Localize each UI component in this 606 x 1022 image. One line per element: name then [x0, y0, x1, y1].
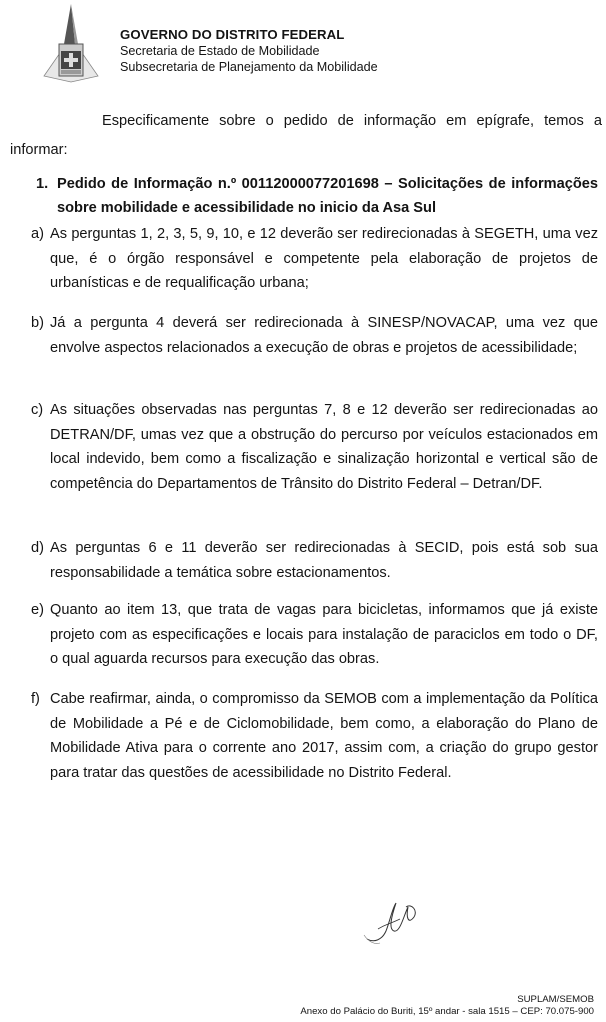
letterhead: [120, 27, 378, 75]
subitem-text: Cabe reafirmar, ainda, o compromisso da SEMOB com a implementação da Política de Mobilidade a Pé e de Ciclomobilidade, bem como, a elaboração do Plano de Mobilidade Ativa para o corrente ano 2017, assim com, a criação do grupo gestor para tratar das questões de acessibilidade no Distrito Federal.: [50, 691, 598, 781]
page-footer: [300, 994, 594, 1018]
subitem-text: Quanto ao item 13, que trata de vagas para bicicletas, informamos que já existe projeto com as especificações e locais para instalação de paraciclos em todo o DF, o qual aguarda recursos para execução das obras.: [50, 602, 598, 667]
item-1-heading: [36, 172, 598, 220]
subitem-label: e): [31, 602, 44, 618]
item-number: 1.: [36, 176, 49, 192]
item-title: Pedido de Informação n.º 00112000077201698 – Solicitações de informações sobre mobilidade e acessibilidade no inicio da Asa Sul: [57, 176, 598, 216]
subitem-text: As perguntas 1, 2, 3, 5, 9, 10, e 12 deverão ser redirecionadas à SEGETH, uma vez que, é o órgão responsável e competente pela elaboração de projetos de urbanísticas e de requalificação urbana;: [50, 226, 598, 291]
footer-address: Anexo do Palácio do Buriti, 15º andar - sala 1515 – CEP: 70.075-900: [300, 1006, 594, 1017]
subitem-label: d): [31, 540, 44, 556]
letterhead-secretariat: Secretaria de Estado de Mobilidade: [120, 44, 320, 58]
subitem-b: [31, 311, 598, 360]
subitem-text: As situações observadas nas perguntas 7, 8 e 12 deverão ser redirecionadas ao DETRAN/DF, umas vez que a obstrução do percurso por veículos estacionados em local indevido, bem como a fiscalização e sinalização horizontal e vertical são de competência do Departamentos de Trânsito do Distrito Federal – Detran/DF.: [50, 402, 598, 492]
subitem-a: [31, 222, 598, 296]
footer-department: SUPLAM/SEMOB: [517, 994, 594, 1005]
subitem-text: As perguntas 6 e 11 deverão ser redirecionadas à SECID, pois está sob sua responsabilidade a temática sobre estacionamentos.: [50, 540, 598, 581]
intro-paragraph: Especificamente sobre o pedido de informação em epígrafe, temos a informar:: [10, 113, 602, 158]
subitem-label: b): [31, 315, 44, 331]
subitem-d: [31, 536, 598, 585]
coat-of-arms-logo: [42, 4, 100, 84]
letterhead-subsecretariat: Subsecretaria de Planejamento da Mobilidade: [120, 60, 378, 74]
signature-mark: [362, 895, 422, 945]
subitem-c: [31, 398, 598, 496]
subitem-text: Já a pergunta 4 deverá ser redirecionada à SINESP/NOVACAP, uma vez que envolve aspectos relacionados a execução de obras e projetos de acessibilidade;: [50, 315, 598, 356]
subitem-e: [31, 598, 598, 672]
subitem-label: f): [31, 691, 40, 707]
subitem-label: a): [31, 226, 44, 242]
subitem-label: c): [31, 402, 44, 418]
subitem-f: [31, 687, 598, 785]
letterhead-title: GOVERNO DO DISTRITO FEDERAL: [120, 27, 345, 42]
